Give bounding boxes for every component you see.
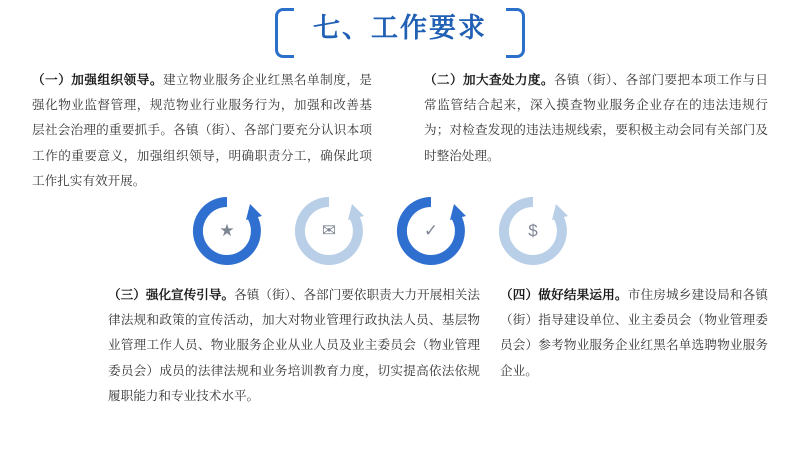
bracket-right-icon (506, 8, 525, 58)
bracket-left-icon (275, 8, 294, 58)
icon-ring-row (192, 196, 612, 260)
ring-4 (498, 196, 568, 266)
title-bracket-box (275, 8, 525, 52)
dollar-icon: $ (528, 221, 538, 240)
ring-2 (294, 196, 364, 266)
check-icon: ✓ (423, 221, 439, 240)
section-heading-4: （四）做好结果运用。 (500, 288, 628, 302)
section-heading-1: （一）加强组织领导。 (32, 73, 163, 87)
star-icon: ★ (219, 221, 235, 240)
section-body-4: 市住房城乡建设局和各镇（街）指导建设单位、业主委员会（物业管理委员会）参考物业服务企业红黑名单选聘物业服务企业。 (500, 288, 769, 378)
section-body-2: 各镇（街）、各部门要把本项工作与日常监管结合起来，深入摸查物业服务企业存在的违法违规行为；对检查发现的违法违规线索，要积极主动会同有关部门及时整治处理。 (424, 73, 769, 163)
page-title-text: 七、工作要求 (313, 13, 487, 43)
section-body-3: 各镇（街）、各部门要依职责大力开展相关法律法规和政策的宣传活动，加大对物业管理行政执法人员、基层物业管理工作人员、物业服务企业从业人员及业主委员会（物业管理委员会）成员的法律法规和业务培训教育力度，切实提高依法依规履职能力和专业技术水平。 (108, 288, 481, 403)
section-paragraph-1 (32, 68, 372, 194)
section-paragraph-3 (108, 283, 480, 409)
ring-1 (192, 196, 262, 266)
section-paragraph-4 (500, 283, 768, 384)
page-title (0, 8, 800, 52)
envelope-icon: ✉ (321, 221, 337, 240)
section-heading-2: （二）加大查处力度。 (424, 73, 554, 87)
ring-3 (396, 196, 466, 266)
section-heading-3: （三）强化宣传引导。 (108, 288, 235, 302)
section-body-1: 建立物业服务企业红黑名单制度，是强化物业监督管理，规范物业行业服务行为，加强和改善基层社会治理的重要抓手。各镇（街）、各部门要充分认识本项工作的重要意义，加强组织领导，明确职责分工，确保此项工作扎实有效开展。 (32, 73, 373, 188)
section-paragraph-2 (424, 68, 768, 169)
